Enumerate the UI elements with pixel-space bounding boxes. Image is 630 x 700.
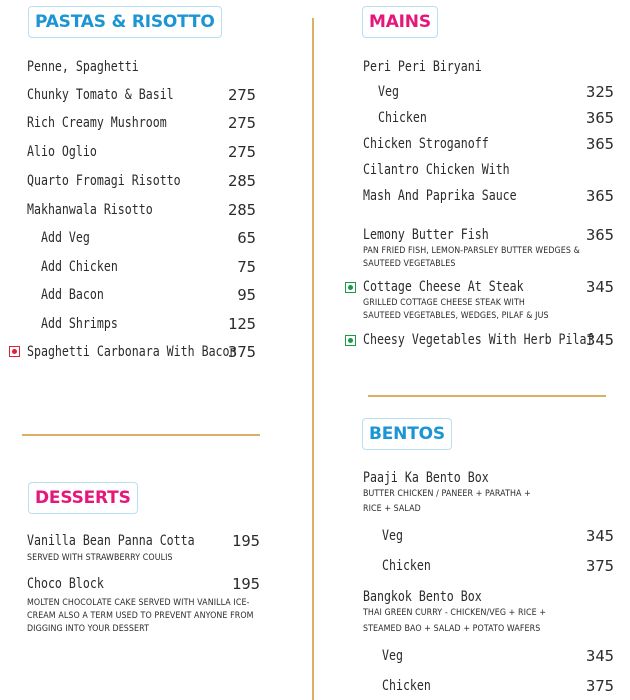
menu-addon-name: Add Veg <box>41 230 90 246</box>
menu-item-name: Alio Oglio <box>27 144 97 160</box>
mains-bentos-divider <box>368 395 606 397</box>
menu-item-price: 375 <box>586 557 614 575</box>
menu-addon-name: Add Bacon <box>41 287 104 303</box>
menu-item-description: SAUTEED VEGETABLES <box>363 259 456 269</box>
menu-item-description: MOLTEN CHOCOLATE CAKE SERVED WITH VANILLA ICE- <box>27 598 250 608</box>
menu-item-name: Peri Peri Biryani <box>363 59 482 75</box>
menu-addon-name: Add Shrimps <box>41 316 118 332</box>
menu-item-price: 325 <box>586 83 614 101</box>
menu-item-price: 375 <box>228 343 256 361</box>
center-divider <box>312 18 314 700</box>
veg-mark-icon <box>345 282 356 293</box>
menu-item-name: Chicken Stroganoff <box>363 136 489 152</box>
menu-variant-name: Veg <box>382 528 403 544</box>
menu-item-description: DIGGING INTO YOUR DESSERT <box>27 624 150 634</box>
menu-item-description: CREAM ALSO A TERM USED TO PREVENT ANYONE FROM <box>27 611 254 621</box>
menu-variant-name: Veg <box>382 648 403 664</box>
menu-addon-price: 65 <box>237 229 256 247</box>
menu-item-name: Chunky Tomato & Basil <box>27 87 174 103</box>
menu-addon-price: 125 <box>228 315 256 333</box>
menu-addon-price: 75 <box>237 258 256 276</box>
menu-item-name: Quarto Fromagi Risotto <box>27 173 181 189</box>
menu-item-price: 285 <box>228 201 256 219</box>
menu-item-price: 365 <box>586 109 614 127</box>
menu-addon-name: Add Chicken <box>41 259 118 275</box>
menu-item-name: Cottage Cheese At Steak <box>363 279 524 295</box>
menu-item-price: 275 <box>228 86 256 104</box>
veg-mark-icon <box>345 335 356 346</box>
menu-item-price: 345 <box>586 527 614 545</box>
menu-item-name: Spaghetti Carbonara With Bacon <box>27 344 237 360</box>
menu-item-price: 345 <box>586 647 614 665</box>
pastas-desserts-divider <box>22 434 260 436</box>
nonveg-mark-icon <box>9 346 20 357</box>
pastas-subheading: Penne, Spaghetti <box>27 59 139 75</box>
menu-item-name: Vanilla Bean Panna Cotta <box>27 533 195 549</box>
mains-section-title: MAINS <box>362 6 438 38</box>
menu-item-description: SAUTEED VEGETABLES, WEDGES, PILAF & JUS <box>363 311 549 321</box>
menu-item-name: Bangkok Bento Box <box>363 589 482 605</box>
menu-variant-name: Veg <box>378 84 399 100</box>
menu-item-name: Lemony Butter Fish <box>363 227 489 243</box>
menu-item-price: 375 <box>586 677 614 695</box>
menu-item-name: Choco Block <box>27 576 104 592</box>
menu-item-name: Paaji Ka Bento Box <box>363 470 489 486</box>
menu-item-price: 275 <box>228 143 256 161</box>
menu-item-price: 365 <box>586 226 614 244</box>
pastas-section-title: PASTAS & RISOTTO <box>28 6 222 38</box>
bentos-section-title: BENTOS <box>362 418 452 450</box>
menu-item-description: PAN FRIED FISH, LEMON-PARSLEY BUTTER WEDGES & <box>363 246 580 256</box>
menu-item-price: 195 <box>232 575 260 593</box>
menu-item-description: GRILLED COTTAGE CHEESE STEAK WITH <box>363 298 525 308</box>
menu-variant-name: Chicken <box>378 110 427 126</box>
menu-item-price: 285 <box>228 172 256 190</box>
menu-item-description: THAI GREEN CURRY - CHICKEN/VEG + RICE + <box>363 608 547 618</box>
menu-variant-name: Chicken <box>382 678 431 694</box>
menu-item-price: 345 <box>586 278 614 296</box>
menu-item-name: Cheesy Vegetables With Herb Pilaf <box>363 332 594 348</box>
menu-item-price: 195 <box>232 532 260 550</box>
menu-item-name: Cilantro Chicken With <box>363 162 510 178</box>
menu-item-name: Mash And Paprika Sauce <box>363 188 517 204</box>
menu-item-name: Rich Creamy Mushroom <box>27 115 167 131</box>
menu-item-name: Makhanwala Risotto <box>27 202 153 218</box>
menu-variant-name: Chicken <box>382 558 431 574</box>
menu-item-price: 365 <box>586 135 614 153</box>
menu-item-price: 365 <box>586 187 614 205</box>
desserts-section-title: DESSERTS <box>28 482 138 514</box>
menu-item-description: SERVED WITH STRAWBERRY COULIS <box>27 553 173 563</box>
menu-item-description: RICE + SALAD <box>363 504 421 514</box>
menu-item-price: 275 <box>228 114 256 132</box>
menu-item-price: 345 <box>586 331 614 349</box>
menu-item-description: BUTTER CHICKEN / PANEER + PARATHA + <box>363 489 531 499</box>
menu-item-description: STEAMED BAO + SALAD + POTATO WAFERS <box>363 624 541 634</box>
menu-addon-price: 95 <box>237 286 256 304</box>
